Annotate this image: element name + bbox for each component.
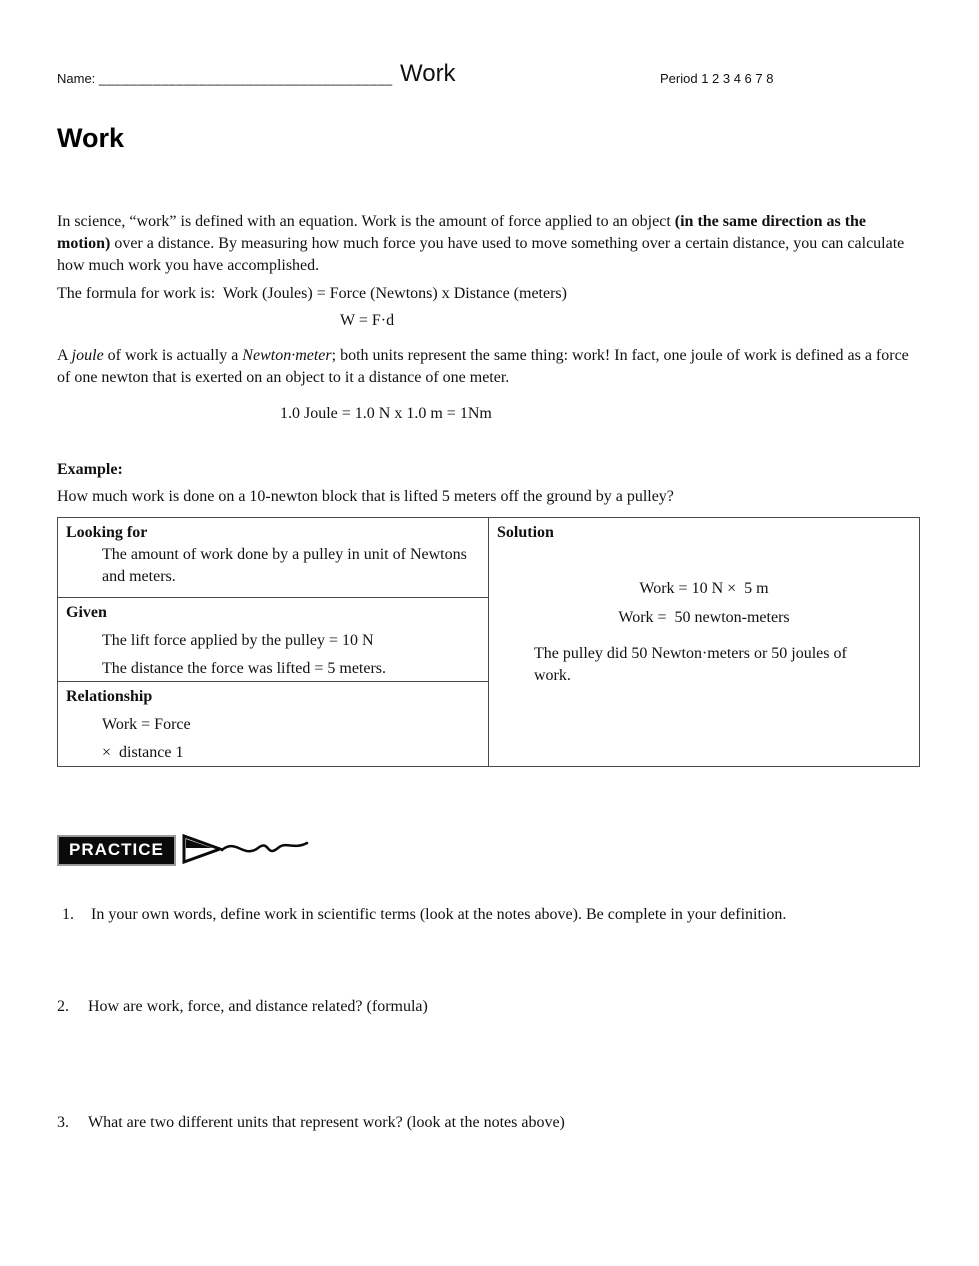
practice-banner	[57, 833, 921, 867]
relationship-cell	[58, 682, 488, 766]
name-field	[57, 71, 393, 86]
joule-italic-2: Newton·meter	[242, 347, 332, 364]
looking-for-cell	[58, 518, 488, 598]
joule-paragraph	[57, 345, 921, 389]
question-1-text: In your own words, define work in scientific terms (look at the notes above). Be complete in your definition.	[91, 906, 787, 923]
looking-for-header: Looking for	[66, 524, 148, 541]
solution-note: The pulley did 50 Newton·meters or 50 joules of work.	[534, 645, 847, 684]
intro-text-pre: In science, “work” is defined with an equation. Work is the amount of force applied to an object	[57, 213, 675, 230]
solution-cell	[489, 518, 919, 766]
work-formula: W = F·d	[340, 312, 395, 329]
question-3-text: What are two different units that represent work? (look at the notes above)	[88, 1114, 565, 1131]
formula-intro-line: The formula for work is: Work (Joules) = Force (Newtons) x Distance (meters)	[57, 285, 567, 302]
solution-header: Solution	[497, 524, 554, 541]
joule-text-3: ; both units represent the same thing: work! In fact, one joule of work is defined as a force of one newton that is exerted on an object to it a distance of one meter.	[57, 347, 909, 386]
given-header: Given	[66, 604, 107, 621]
solution-line-1: Work = 10 N × 5 m	[639, 580, 769, 597]
given-line-2: The distance the force was lifted = 5 meters.	[102, 660, 387, 677]
joule-text-2: of work is actually a	[103, 347, 243, 364]
period-list: Period 1 2 3 4 6 7 8	[660, 71, 774, 86]
header-doc-title: Work	[400, 60, 456, 87]
solution-line-2: Work = 50 newton-meters	[618, 609, 790, 626]
relationship-line-1: Work = Force	[102, 716, 191, 733]
given-line-1: The lift force applied by the pulley = 10 N	[102, 632, 374, 649]
page-title: Work	[57, 123, 125, 153]
example-label: Example:	[57, 461, 123, 478]
joule-italic-1: joule	[71, 347, 104, 364]
intro-paragraph	[57, 211, 921, 277]
question-3	[57, 1112, 921, 1134]
example-table	[57, 517, 920, 767]
name-blank-line: ______________________________________	[98, 71, 393, 86]
question-2-text: How are work, force, and distance related? (formula)	[88, 998, 428, 1015]
question-3-number: 3.	[57, 1114, 69, 1131]
question-2-number: 2.	[57, 998, 69, 1015]
example-table-left-column	[58, 518, 489, 766]
practice-label: PRACTICE	[57, 835, 176, 866]
intro-text-post: over a distance. By measuring how much force you have used to move something over a certain distance, you can calculate how much work you have accomplished.	[57, 235, 905, 274]
looking-for-body: The amount of work done by a pulley in unit of Newtons and meters.	[102, 546, 467, 585]
question-1	[57, 904, 921, 926]
arrow-scribble-icon	[180, 833, 310, 867]
example-question: How much work is done on a 10-newton block that is lifted 5 meters off the ground by a pulley?	[57, 488, 674, 505]
document-body	[57, 211, 921, 1134]
joule-equation: 1.0 Joule = 1.0 N x 1.0 m = 1Nm	[280, 405, 492, 422]
relationship-line-2: × distance 1	[102, 744, 184, 761]
intro-text-bold: (in the same direction as the motion)	[57, 213, 867, 252]
question-2	[57, 996, 921, 1018]
given-cell	[58, 598, 488, 682]
relationship-header: Relationship	[66, 688, 153, 705]
name-label: Name:	[57, 71, 96, 86]
question-1-number: 1.	[62, 906, 74, 923]
joule-text-1: A	[57, 347, 72, 364]
